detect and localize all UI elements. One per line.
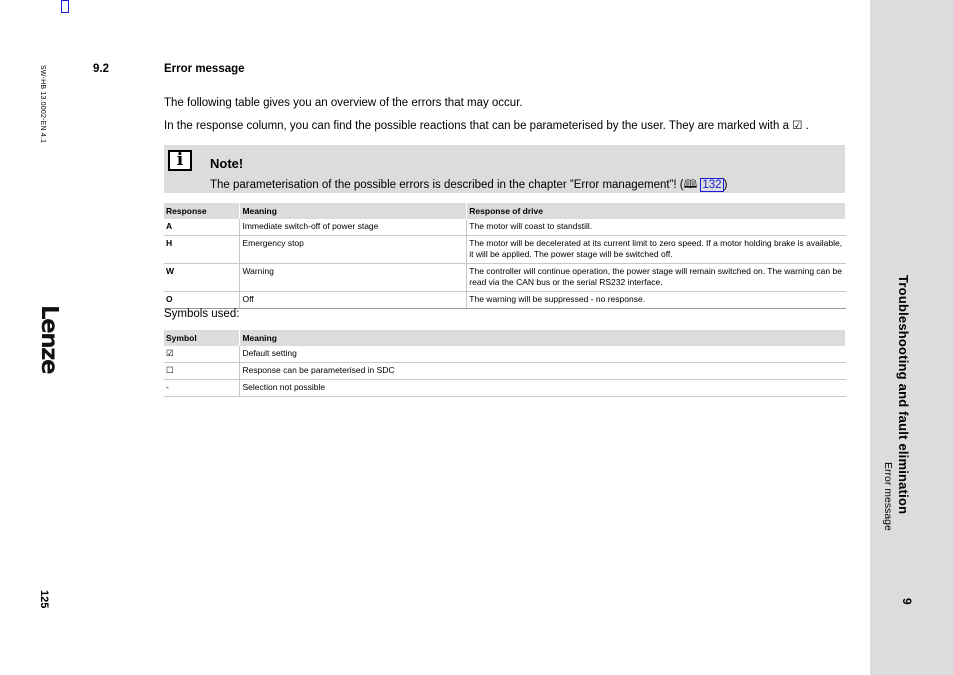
error-response-table bbox=[164, 203, 846, 309]
page-number: 125 bbox=[38, 590, 50, 609]
table-row bbox=[164, 380, 846, 397]
drive-response: The controller will continue operation, the power stage will remain switched on. The warning can be read via the CAN bus or the serial RS232 interface. bbox=[467, 264, 846, 292]
response-code: A bbox=[164, 219, 240, 236]
drive-response: The motor will be decelerated at its current limit to zero speed. If a motor holding brake is available, it will be applied. The power stage will be switched off. bbox=[467, 236, 846, 264]
table-row bbox=[164, 363, 846, 380]
chapter-title: Troubleshooting and fault elimination bbox=[896, 275, 911, 515]
info-icon: i bbox=[168, 150, 192, 171]
column-header: Response bbox=[164, 203, 240, 219]
column-header: Response of drive bbox=[467, 203, 846, 219]
section-number: 9.2 bbox=[93, 63, 109, 75]
symbols-label: Symbols used: bbox=[164, 308, 240, 320]
table-row bbox=[164, 264, 846, 292]
chapter-side-tab bbox=[870, 0, 954, 675]
note-text bbox=[210, 177, 727, 196]
response-code: O bbox=[164, 292, 240, 309]
drive-response: The warning will be suppressed - no response. bbox=[467, 292, 846, 309]
column-header: Meaning bbox=[240, 203, 467, 219]
response-code: H bbox=[164, 236, 240, 264]
note-box bbox=[164, 145, 845, 193]
column-header: Symbol bbox=[164, 330, 240, 346]
table-row bbox=[164, 292, 846, 309]
table-header-row bbox=[164, 203, 846, 219]
note-text-end: ) bbox=[723, 179, 728, 191]
response-meaning: Warning bbox=[240, 264, 467, 292]
page-reference-link[interactable]: 132 bbox=[702, 179, 722, 191]
symbol-meaning: Selection not possible bbox=[240, 380, 846, 397]
lenze-logo: Lenze bbox=[36, 305, 62, 374]
document-code: SW-HB 13.0002-EN 4.1 bbox=[39, 65, 46, 144]
page-nav-marker[interactable] bbox=[61, 0, 69, 13]
chapter-number: 9 bbox=[900, 598, 914, 605]
table-row bbox=[164, 236, 846, 264]
table-row bbox=[164, 219, 846, 236]
symbol-cell: ☑ bbox=[164, 346, 240, 363]
symbol-cell: - bbox=[164, 380, 240, 397]
note-title: Note! bbox=[210, 156, 244, 171]
column-header: Meaning bbox=[240, 330, 846, 346]
table-header-row bbox=[164, 330, 846, 346]
section-subtitle: Error message bbox=[882, 462, 894, 531]
response-code: W bbox=[164, 264, 240, 292]
intro-paragraph-2: In the response column, you can find the possible reactions that can be parameterised by the user. They are marked with a ☑ . bbox=[164, 120, 809, 132]
symbol-meaning: Response can be parameterised in SDC bbox=[240, 363, 846, 380]
table-row bbox=[164, 346, 846, 363]
symbol-meaning: Default setting bbox=[240, 346, 846, 363]
note-text-body: The parameterisation of the possible errors is described in the chapter ”Error management”! (🕮 bbox=[210, 179, 701, 191]
section-title: Error message bbox=[164, 63, 245, 75]
symbol-cell: ☐ bbox=[164, 363, 240, 380]
response-meaning: Emergency stop bbox=[240, 236, 467, 264]
drive-response: The motor will coast to standstill. bbox=[467, 219, 846, 236]
symbols-table bbox=[164, 330, 846, 397]
response-meaning: Immediate switch-off of power stage bbox=[240, 219, 467, 236]
intro-paragraph-1: The following table gives you an overview of the errors that may occur. bbox=[164, 97, 523, 109]
response-meaning: Off bbox=[240, 292, 467, 309]
